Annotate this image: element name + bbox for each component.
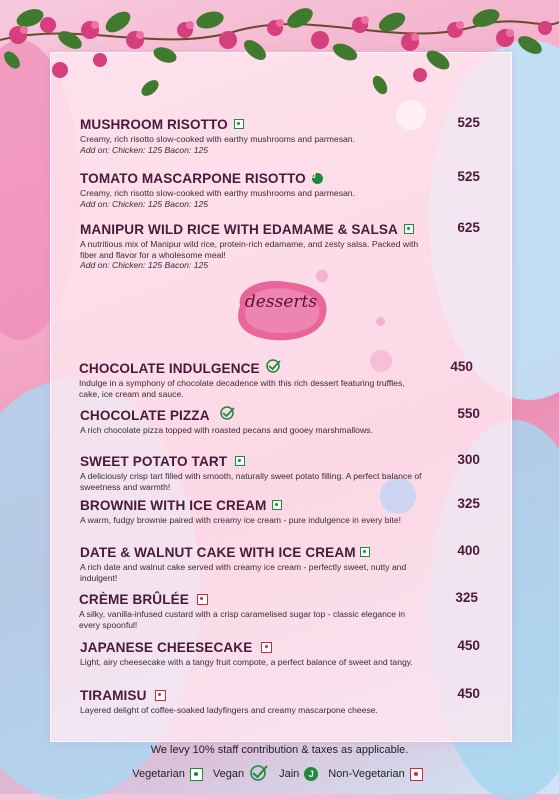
vegan-icon: [249, 764, 269, 784]
jain-icon: J: [304, 767, 318, 781]
item-addon: Add on: Chicken: 125 Bacon: 125: [80, 144, 209, 155]
menu-item: [80, 638, 500, 668]
legend-non-vegetarian: [328, 768, 422, 781]
item-name: MANIPUR WILD RICE WITH EDAMAME & SALSA: [80, 221, 398, 237]
diet-legend: [0, 764, 559, 784]
section-title: desserts: [244, 292, 318, 312]
non-vegetarian-icon: [261, 642, 272, 653]
item-description: Light, airy cheesecake with a tangy fruit compote, a perfect balance of sweet and tangy.: [80, 657, 413, 667]
menu-item: [80, 406, 500, 436]
legend-label: Jain: [279, 768, 300, 780]
item-description: A warm, fudgy brownie paired with creamy ice cream - pure indulgence in every bite!: [80, 515, 401, 525]
item-description: Indulge in a symphony of chocolate decadence with this rich dessert featuring truffles, cake, ice cream and sauce.: [79, 378, 405, 399]
menu-item: [80, 169, 500, 209]
menu-item: [80, 452, 500, 492]
item-description: A silky, vanilla-infused custard with a crisp caramelised sugar top - classic elegance in every spoonful!: [79, 609, 406, 630]
item-description: Creamy, rich risotto slow-cooked with earthy mushrooms and parmesan.: [80, 188, 355, 198]
vegetarian-icon: [190, 768, 203, 781]
item-description: Creamy, rich risotto slow-cooked with earthy mushrooms and parmesan.: [80, 134, 355, 144]
item-price: 325: [455, 590, 478, 605]
jain-icon: J: [312, 173, 323, 184]
menu-item: [80, 115, 500, 155]
menu-item: [79, 359, 499, 399]
menu-item: [80, 686, 500, 716]
item-description: A rich chocolate pizza topped with roasted pecans and gooey marshmallows.: [80, 425, 373, 435]
item-description: Layered delight of coffee-soaked ladyfingers and creamy mascarpone cheese.: [80, 705, 378, 715]
item-name: JAPANESE CHEESECAKE: [80, 639, 253, 655]
vegetarian-icon: [235, 456, 245, 466]
item-price: 325: [457, 496, 480, 511]
item-name: CHOCOLATE PIZZA: [80, 407, 210, 423]
vegan-icon: [220, 406, 236, 425]
vegetarian-icon: [360, 547, 370, 557]
legend-vegan: [213, 764, 269, 784]
menu-item: [80, 543, 500, 583]
legend-vegetarian: [132, 768, 203, 781]
bougainvillea-garland: [0, 0, 559, 110]
item-name: SWEET POTATO TART: [80, 453, 228, 469]
item-price: 450: [450, 359, 473, 374]
vegetarian-icon: [272, 500, 282, 510]
item-name: DATE & WALNUT CAKE WITH ICE CREAM: [80, 544, 356, 560]
decorative-bubble: [376, 317, 385, 326]
item-name: TOMATO MASCARPONE RISOTTO: [80, 170, 306, 186]
item-addon: Add on: Chicken: 125 Bacon: 125: [80, 198, 209, 209]
menu-item: [79, 590, 499, 630]
item-name: MUSHROOM RISOTTO: [80, 116, 228, 132]
menu-item: [80, 496, 500, 526]
item-price: 525: [457, 169, 480, 184]
vegan-icon: [266, 359, 282, 378]
vegetarian-icon: [234, 119, 244, 129]
item-price: 450: [457, 686, 480, 701]
item-name: CHOCOLATE INDULGENCE: [79, 360, 260, 376]
non-vegetarian-icon: [197, 594, 208, 605]
legend-label: Vegan: [212, 768, 245, 780]
item-price: 550: [457, 406, 480, 421]
item-price: 625: [457, 220, 480, 235]
item-price: 450: [457, 638, 480, 653]
item-name: BROWNIE WITH ICE CREAM: [80, 497, 267, 513]
item-price: 300: [457, 452, 480, 467]
item-price: 400: [457, 543, 480, 558]
non-vegetarian-icon: [410, 768, 423, 781]
legend-label: Non-Vegetarian: [328, 768, 405, 780]
legend-label: Vegetarian: [132, 768, 185, 780]
item-description: A deliciously crisp tart filled with smooth, naturally sweet potato filling. A perfect balance of sweetness and warmth!: [80, 471, 422, 492]
legend-jain: [279, 767, 318, 781]
item-name: CRÈME BRÛLÉE: [79, 591, 189, 607]
item-description: A rich date and walnut cake served with creamy ice cream - perfectly sweet, nutty and indulgent!: [80, 562, 407, 583]
tax-note: We levy 10% staff contribution & taxes as applicable.: [150, 744, 409, 756]
item-addon: Add on: Chicken: 125 Bacon: 125: [80, 260, 209, 270]
item-name: TIRAMISU: [80, 687, 147, 703]
menu-item: [80, 220, 500, 271]
non-vegetarian-icon: [155, 690, 166, 701]
item-description: A nutritious mix of Manipur wild rice, protein-rich edamame, and zesty salsa. Packed with fiber and flavor for a wholesome meal!: [80, 239, 419, 260]
vegetarian-icon: [404, 224, 414, 234]
item-price: 525: [457, 115, 480, 130]
